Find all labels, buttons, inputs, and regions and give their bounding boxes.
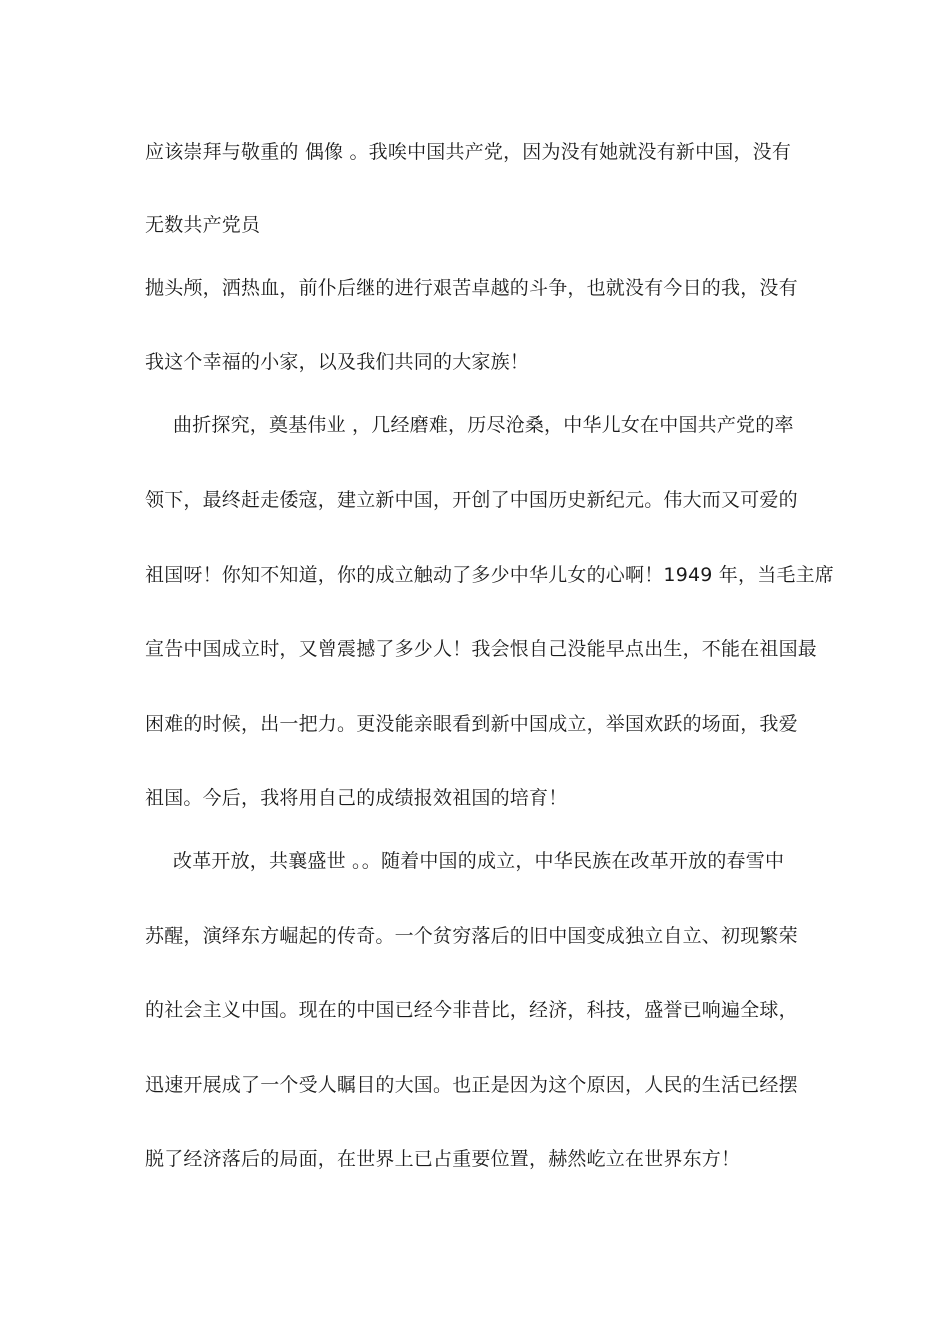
text-line: 迅速开展成了一个受人瞩目的大国。也正是因为这个原因，人民的生活已经摆 xyxy=(145,1074,798,1096)
text-line: 曲折探究，奠基伟业 ，几经磨难，历尽沧桑，中华儿女在中国共产党的率 xyxy=(173,414,794,436)
text-line: 的社会主义中国。现在的中国已经今非昔比，经济，科技，盛誉已响遍全球， xyxy=(145,999,798,1021)
text-line: 改革开放，共襄盛世 。。随着中国的成立，中华民族在改革开放的春雪中 xyxy=(173,850,785,872)
text-line: 宣告中国成立时，又曾震撼了多少人！我会恨自己没能早点出生，不能在祖国最 xyxy=(145,638,818,660)
text-line: 困难的时候，出一把力。更没能亲眼看到新中国成立，举国欢跃的场面，我爱 xyxy=(145,713,798,735)
text-line: 抛头颅，洒热血，前仆后继的进行艰苦卓越的斗争，也就没有今日的我，没有 xyxy=(145,277,798,299)
text-line: 祖国呀！你知不知道，你的成立触动了多少中华儿女的心啊！1949 年，当毛主席 xyxy=(145,564,834,586)
text-line: 我这个幸福的小家，以及我们共同的大家族！ xyxy=(145,351,530,373)
text-line: 应该崇拜与敬重的 偶像 。我唉中国共产党，因为没有她就没有新中国，没有 xyxy=(145,141,792,163)
text-line: 无数共产党员 xyxy=(145,214,261,236)
text-line: 领下，最终赶走倭寇，建立新中国，开创了中国历史新纪元。伟大而又可爱的 xyxy=(145,489,798,511)
text-line: 祖国。今后，我将用自己的成绩报效祖国的培育！ xyxy=(145,787,568,809)
text-line: 脱了经济落后的局面，在世界上已占重要位置，赫然屹立在世界东方！ xyxy=(145,1148,741,1170)
text-line: 苏醒，演绎东方崛起的传奇。一个贫穷落后的旧中国变成独立自立、初现繁荣 xyxy=(145,925,798,947)
